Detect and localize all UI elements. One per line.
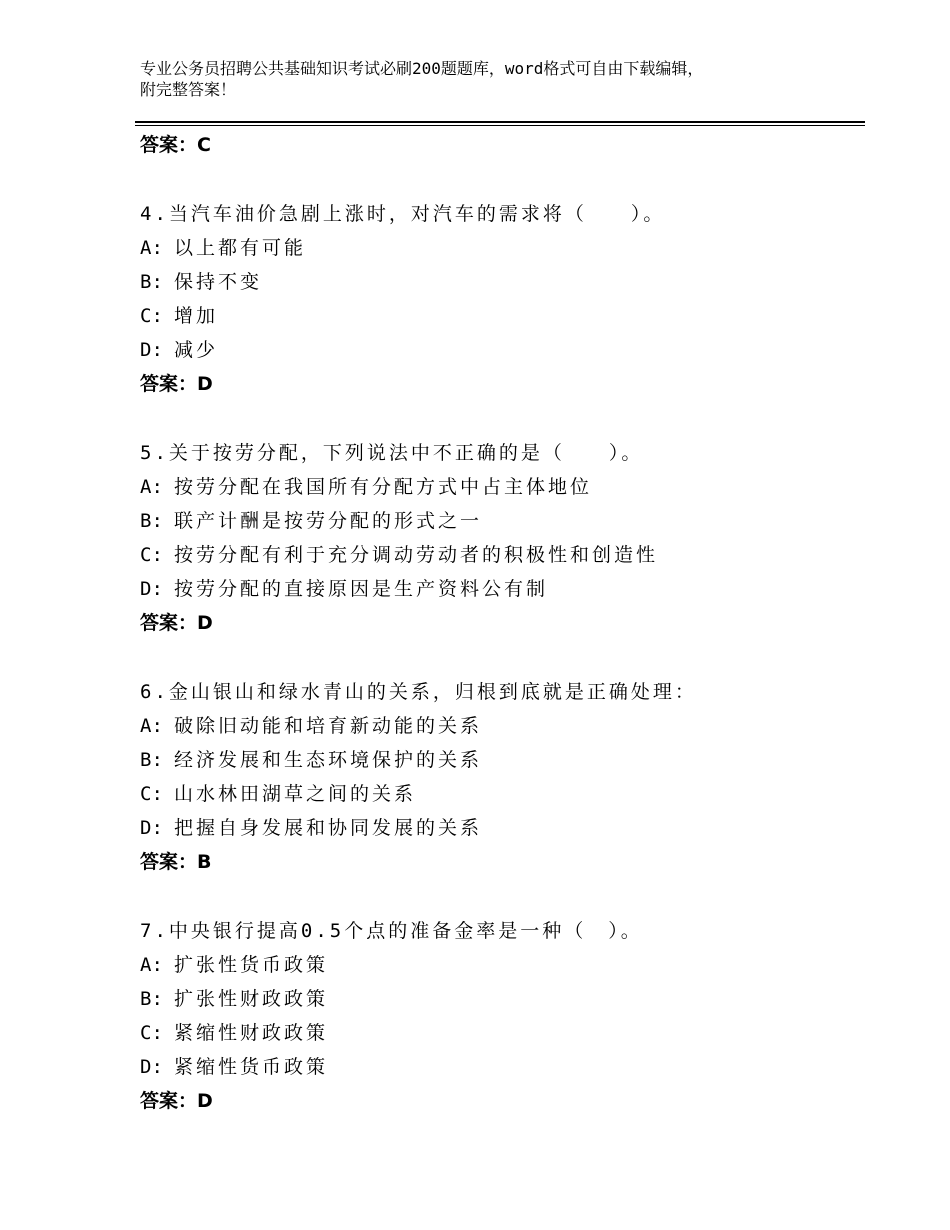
option-letter: A: [140, 954, 163, 976]
option-d [140, 572, 860, 606]
option-d [140, 1050, 860, 1084]
answer-line: 答案：C [140, 134, 211, 156]
question-text: 5.关于按劳分配，下列说法中不正确的是（ ）。 [140, 442, 644, 464]
option-a [140, 948, 860, 982]
option-b [140, 982, 860, 1016]
option-text: 紧缩性货币政策 [174, 1056, 329, 1078]
answer-line: 答案：B [140, 851, 212, 873]
question-block [140, 675, 860, 845]
question-text: 7.中央银行提高0.5个点的准备金率是一种（ ）。 [140, 920, 643, 942]
question-text: 4.当汽车油价急剧上涨时，对汽车的需求将（ ）。 [140, 203, 666, 225]
option-d [140, 811, 860, 845]
question-text: 6.金山银山和绿水青山的关系，归根到底就是正确处理： [140, 681, 697, 703]
option-b [140, 265, 860, 299]
option-letter: C: [140, 783, 163, 805]
option-text: 扩张性货币政策 [174, 954, 329, 976]
option-letter: B: [140, 271, 163, 293]
question-list [140, 128, 860, 1118]
option-letter: C: [140, 1022, 163, 1044]
option-a [140, 709, 860, 743]
option-text: 按劳分配的直接原因是生产资料公有制 [174, 578, 549, 600]
option-text: 联产计酬是按劳分配的形式之一 [174, 510, 483, 532]
header-rule-thin [135, 125, 865, 126]
answer-line: 答案：D [140, 1090, 213, 1112]
option-text: 增加 [174, 305, 219, 327]
option-c [140, 1016, 860, 1050]
option-text: 紧缩性财政政策 [174, 1022, 329, 1044]
option-text: 把握自身发展和协同发展的关系 [174, 817, 483, 839]
header-rule-thick [135, 121, 865, 123]
option-b [140, 504, 860, 538]
option-text: 经济发展和生态环境保护的关系 [174, 749, 483, 771]
option-text: 保持不变 [174, 271, 263, 293]
option-letter: D: [140, 1056, 163, 1078]
option-a [140, 470, 860, 504]
option-letter: D: [140, 817, 163, 839]
header-line-1: 专业公务员招聘公共基础知识考试必刷200题题库，word格式可自由下载编辑， [140, 59, 704, 78]
option-b [140, 743, 860, 777]
option-text: 减少 [174, 339, 219, 361]
option-letter: A: [140, 715, 163, 737]
option-letter: B: [140, 988, 163, 1010]
option-text: 按劳分配有利于充分调动劳动者的积极性和创造性 [174, 544, 659, 566]
option-c [140, 777, 860, 811]
option-letter: D: [140, 339, 163, 361]
answer-line: 答案：D [140, 612, 213, 634]
option-letter: B: [140, 749, 163, 771]
option-letter: C: [140, 305, 163, 327]
option-letter: B: [140, 510, 163, 532]
document-header [140, 58, 830, 100]
option-text: 山水林田湖草之间的关系 [174, 783, 417, 805]
option-d [140, 333, 860, 367]
option-text: 破除旧动能和培育新动能的关系 [174, 715, 483, 737]
answer-line: 答案：D [140, 373, 213, 395]
option-letter: D: [140, 578, 163, 600]
option-c [140, 299, 860, 333]
option-text: 以上都有可能 [174, 237, 307, 259]
option-letter: C: [140, 544, 163, 566]
option-c [140, 538, 860, 572]
option-a [140, 231, 860, 265]
question-block [140, 436, 860, 606]
option-letter: A: [140, 476, 163, 498]
question-block [140, 914, 860, 1084]
question-block [140, 197, 860, 367]
option-text: 按劳分配在我国所有分配方式中占主体地位 [174, 476, 593, 498]
option-letter: A: [140, 237, 163, 259]
option-text: 扩张性财政政策 [174, 988, 329, 1010]
header-line-2: 附完整答案！ [140, 80, 237, 99]
